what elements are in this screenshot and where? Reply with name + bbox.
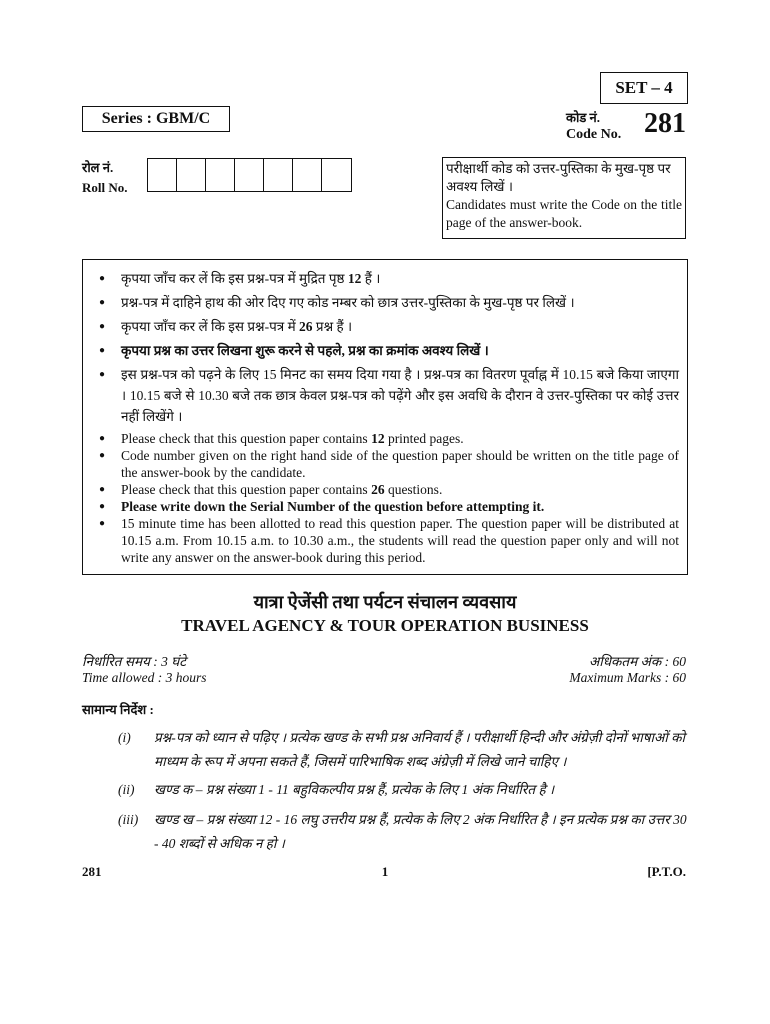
max-marks-hindi: अधिकतम अंक : 60: [588, 654, 686, 669]
item-number: (iii): [118, 812, 139, 827]
general-instruction-item: [82, 778, 688, 802]
time-allowed-english: Time allowed : 3 hours: [82, 670, 207, 685]
subject-title-hindi: यात्रा ऐजेंसी तथा पर्यटन संचालन व्यवसाय: [253, 592, 517, 612]
candidate-notice-hindi: परीक्षार्थी कोड को उत्तर-पुस्तिका के मुख-पृष्ठ पर अवश्य लिखें ।: [446, 161, 671, 194]
instruction-hindi-1: ● कृपया जाँच कर लें कि इस प्रश्न-पत्र में मुद्रित पृष्ठ 12 हैं ।: [91, 268, 679, 289]
code-number: 281: [644, 108, 686, 139]
general-instruction-item: [82, 726, 688, 774]
roll-label-english: Roll No.: [82, 180, 128, 195]
footer-code: 281: [82, 864, 102, 879]
pto-label: [P.T.O.: [647, 864, 686, 879]
general-instruction-item: [82, 808, 688, 856]
roll-label-hindi: रोल नं.: [82, 160, 114, 175]
roll-cell[interactable]: [264, 159, 293, 191]
instruction-hindi-5: ● इस प्रश्न-पत्र को पढ़ने के लिए 15 मिनट का समय दिया गया है । प्रश्न-पत्र का वितरण पूर्वाह्न में 10.15 बजे किया जाएगा । 10.15 बजे से 10.30 बजे तक छात्र केवल प्रश्न-पत्र को पढ़ेंगे और इस अवधि के दौरान वे उत्तर-पुस्तिका पर कोई उत्तर नहीं लिखेंगे ।: [91, 364, 679, 427]
candidate-code-notice: [442, 157, 686, 239]
item-number: (ii): [118, 782, 135, 797]
instruction-hindi-2: ● प्रश्न-पत्र में दाहिने हाथ की ओर दिए गए कोड नम्बर को छात्र उत्तर-पुस्तिका के मुख-पृष्ठ पर लिखें ।: [91, 292, 679, 313]
roll-cell[interactable]: [177, 159, 206, 191]
time-allowed-hindi: निर्धारित समय : 3 घंटे: [82, 654, 187, 669]
code-label-english: Code No.: [566, 127, 622, 142]
instruction-hindi-3: ● कृपया जाँच कर लें कि इस प्रश्न-पत्र में 26 प्रश्न हैं ।: [91, 316, 679, 337]
instruction-english-5: ● 15 minute time has been allotted to read this question paper. The question paper will be distributed at 10.15 a.m. From 10.15 a.m. to 10.30 a.m., the students will read the question paper only and will not write any answer on the answer-book during this period.: [91, 515, 679, 566]
roll-cell[interactable]: [206, 159, 235, 191]
roll-cell[interactable]: [235, 159, 264, 191]
instruction-english-3: ● Please check that this question paper contains 26 questions.: [91, 481, 679, 498]
item-number: (i): [118, 730, 131, 745]
set-number-box: SET – 4: [600, 72, 688, 104]
series-box: Series : GBM/C: [82, 106, 230, 132]
item-text: खण्ड क – प्रश्न संख्या 1 - 11 बहुविकल्पीय प्रश्न हैं, प्रत्येक के लिए 1 अंक निर्धारित है ।: [154, 782, 555, 797]
instruction-english-4: ● Please write down the Serial Number of the question before attempting it.: [91, 498, 679, 515]
instruction-english-2: ● Code number given on the right hand side of the question paper should be written on the title page of the answer-book by the candidate.: [91, 447, 679, 481]
roll-cell[interactable]: [293, 159, 322, 191]
instruction-english-1: ● Please check that this question paper contains 12 printed pages.: [91, 430, 679, 447]
instructions-list: [91, 268, 679, 566]
code-label-hindi: कोड नं.: [566, 110, 601, 125]
roll-cell[interactable]: [148, 159, 177, 191]
subject-title-english: TRAVEL AGENCY & TOUR OPERATION BUSINESS: [181, 616, 589, 635]
roll-number-grid[interactable]: [147, 158, 352, 192]
roll-cell[interactable]: [322, 159, 351, 191]
instruction-hindi-4: ● कृपया प्रश्न का उत्तर लिखना शुरू करने से पहले, प्रश्न का क्रमांक अवश्य लिखें ।: [91, 340, 679, 361]
max-marks-english: Maximum Marks : 60: [569, 670, 686, 685]
instructions-box: [82, 259, 688, 575]
item-text: प्रश्न-पत्र को ध्यान से पढ़िए । प्रत्येक खण्ड के सभी प्रश्न अनिवार्य हैं । परीक्षार्थी हिन्दी और अंग्रेज़ी दोनों भाषाओं को माध्यम के रूप में अपना सकते हैं, जिसमें पारिभाषिक शब्द अंग्रेज़ी में लिखे जाने चाहिए ।: [154, 730, 686, 769]
page-number: 1: [381, 864, 389, 879]
candidate-notice-english: Candidates must write the Code on the title page of the answer-book.: [446, 197, 682, 230]
item-text: खण्ड ख – प्रश्न संख्या 12 - 16 लघु उत्तरीय प्रश्न हैं, प्रत्येक के लिए 2 अंक निर्धारित है । इन प्रत्येक प्रश्न का उत्तर 30 - 40 शब्दों से अधिक न हो ।: [154, 812, 687, 851]
general-instructions-heading: सामान्य निर्देश :: [82, 702, 154, 717]
